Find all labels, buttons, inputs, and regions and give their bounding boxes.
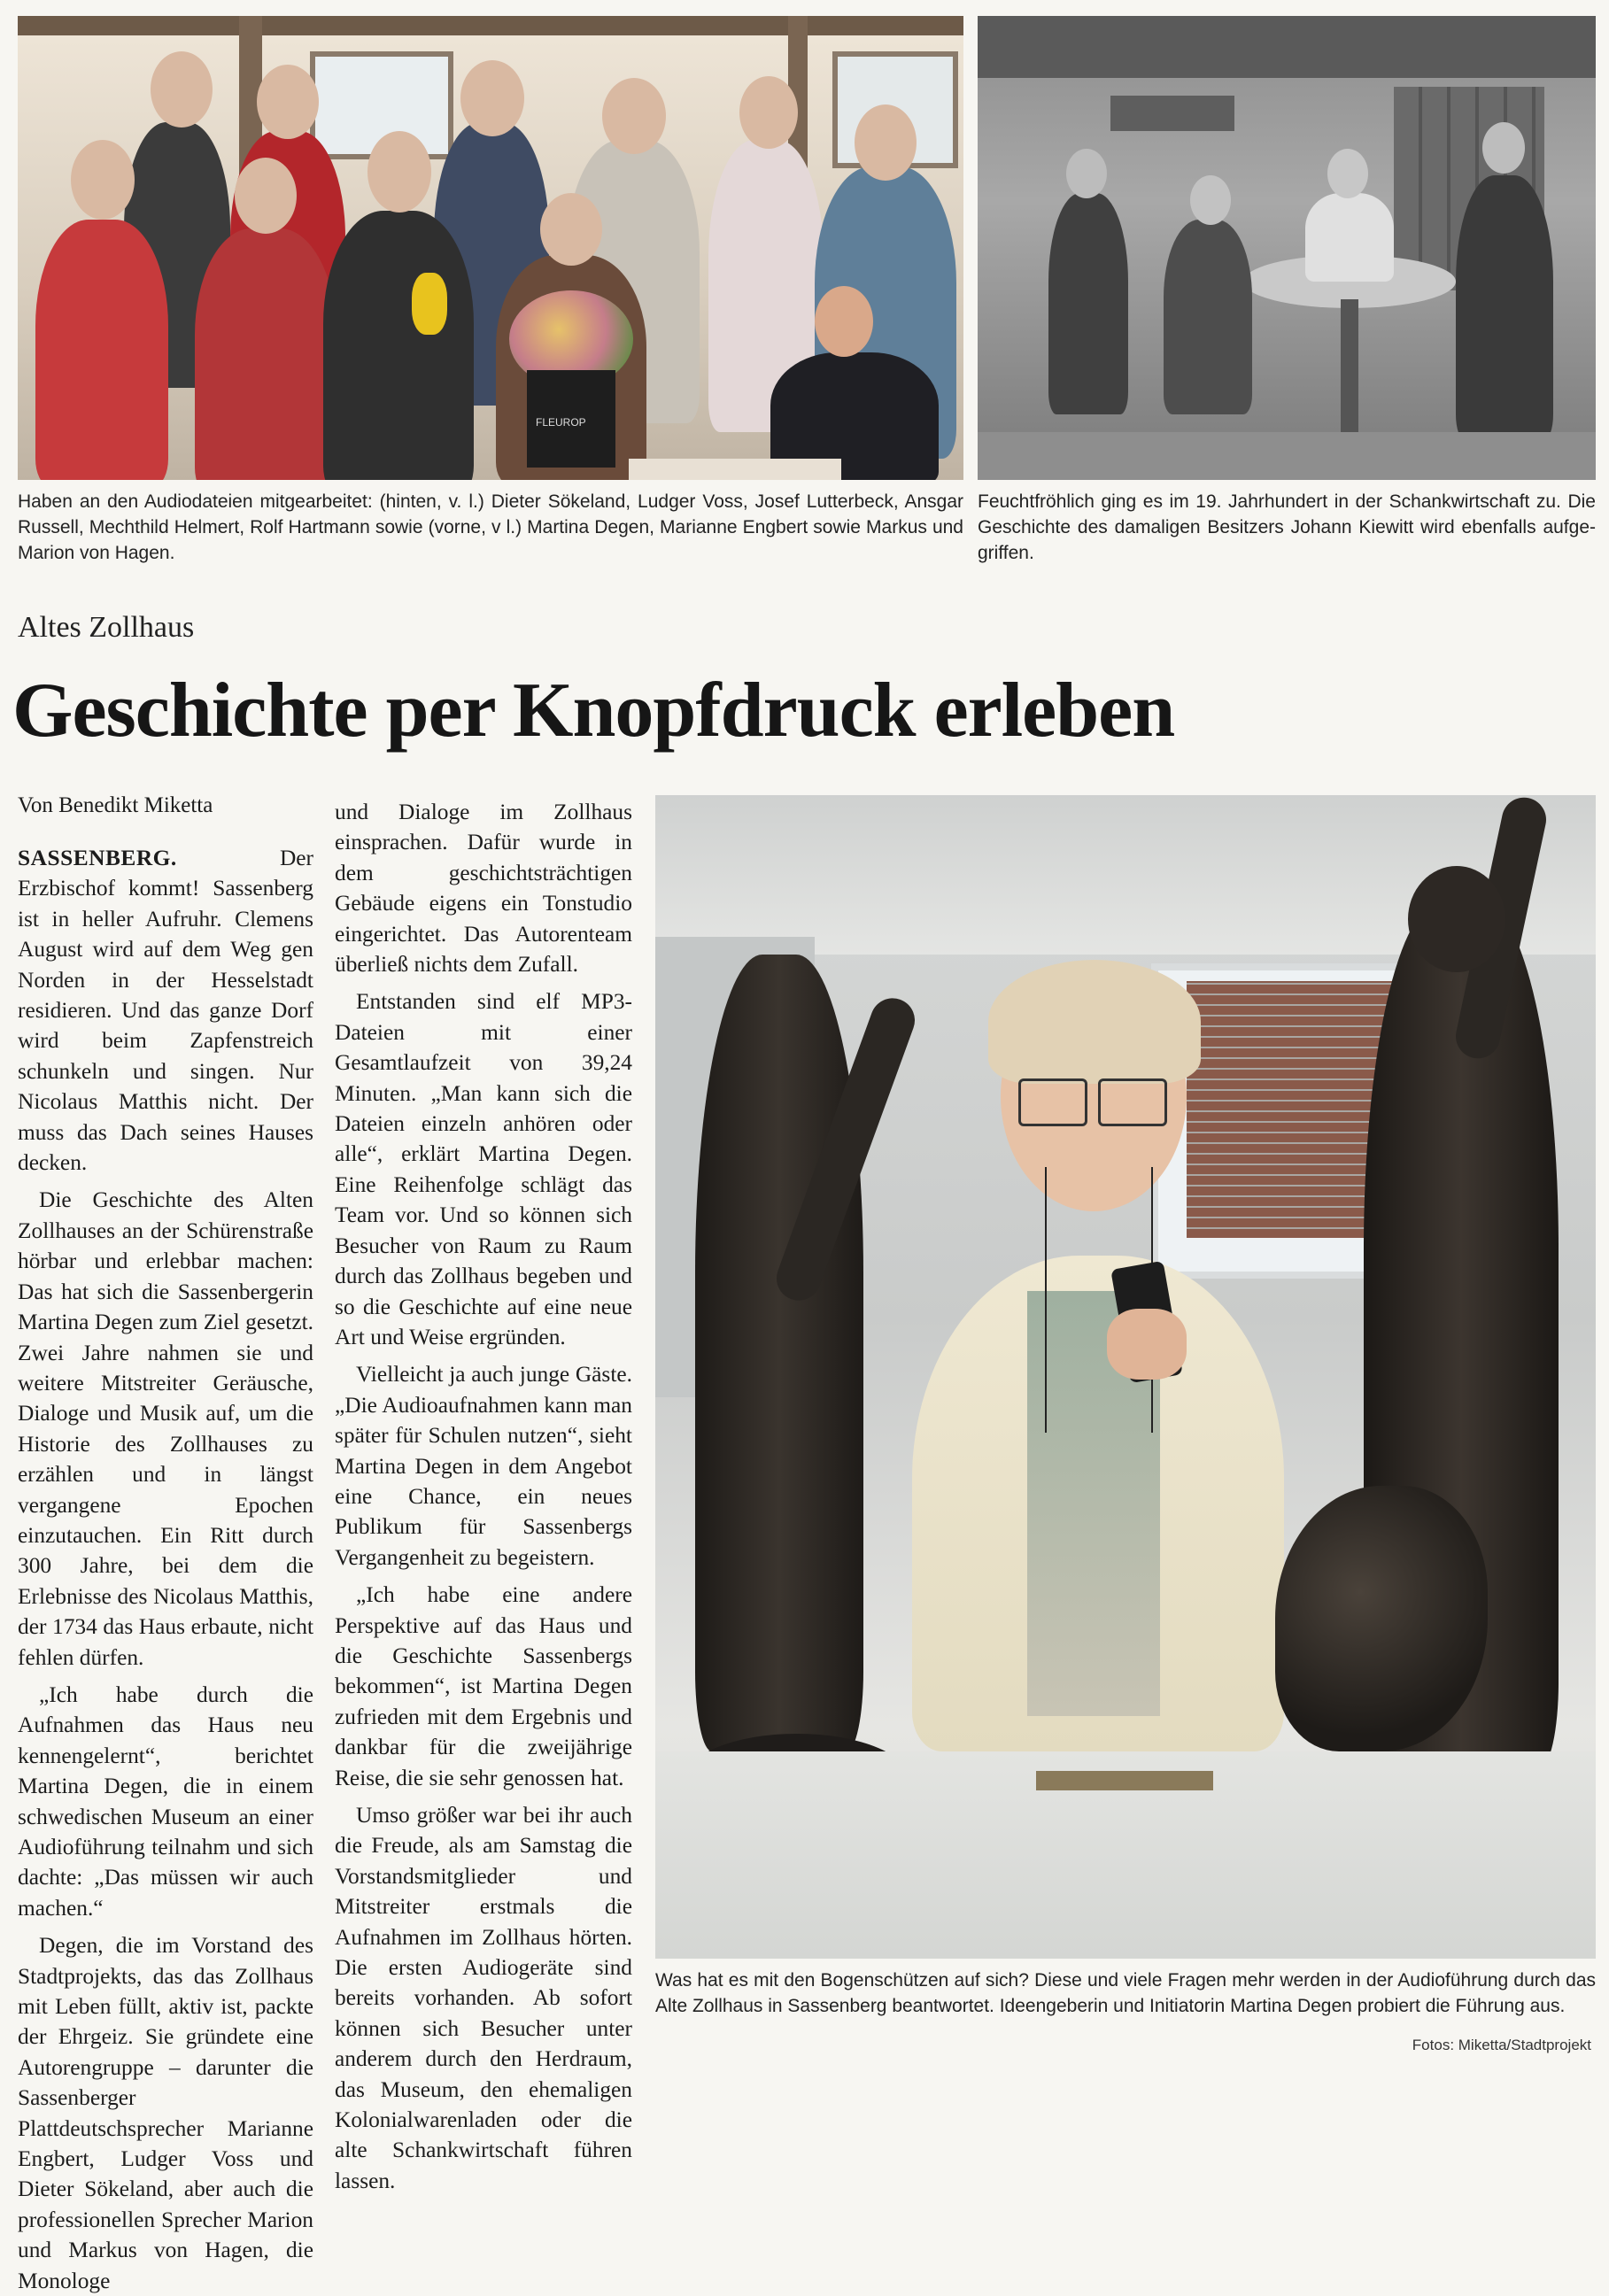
- person-head: [151, 51, 213, 128]
- person-head: [460, 60, 524, 136]
- person: [323, 211, 474, 480]
- statue-eagle: [1275, 1486, 1488, 1751]
- figure-head: [1327, 149, 1368, 198]
- yellow-toy: [412, 273, 447, 335]
- woman-hair: [988, 960, 1201, 1084]
- person-head: [71, 140, 135, 220]
- flower-bag-logo: FLEUROP: [536, 416, 586, 429]
- figure: [1456, 175, 1553, 441]
- tavern-ceiling: [978, 16, 1596, 78]
- paragraph: Die Geschichte des Alten Zollhauses an der Schürenstraße hörbar und erlebbar machen: Das hat sich die Sassenbergerin Martina Degen zum Ziel gesetzt. Zwei Jahre nahmen sie und weitere Mitstreiter Geräusche, Dialoge und Musik auf, um die Historie des Zollhauses zu erzählen und in längst vergangene Epochen einzutauchen. Ein Ritt durch 300 Jahre, bei dem die Erlebnisse des Nicolaus Matthis, der 1734 das Haus erbaute, nicht fehlen dürfen.: [18, 1187, 313, 1670]
- paragraph: Entstanden sind elf MP3-Dateien mit einer Gesamtlaufzeit von 39,24 Minuten. „Man kann sich die Dateien einzeln anhören oder alle“, erklärt Martina Degen. Eine Reihenfolge schlägt das Team vor. Und so können sich Besucher von Raum zu Raum durch das Zollhaus begeben und so die Geschichte auf eine neue Art und Weise ergründen.: [335, 989, 632, 1349]
- paragraph: „Ich habe eine andere Perspektive auf das Haus und die Geschichte Sassenbergs bekommen“, ist Martina Degen zufrieden mit dem Ergebnis und dankbar für die zweijährige Reise, die sie sehr genossen hat.: [335, 1582, 632, 1790]
- figure: [1164, 220, 1252, 414]
- display-plaque: [1036, 1771, 1213, 1790]
- earphone-cable: [1045, 1167, 1047, 1433]
- byline: Von Benedikt Miketta: [18, 793, 213, 817]
- table: [629, 459, 841, 480]
- person-head: [739, 76, 798, 149]
- paragraph: „Ich habe durch die Aufnahmen das Haus neu kennengelernt“, berichtet Martina Degen, die in einem schwedischen Museum an einer Audioführung teilnahm und sich dachte: „Das müssen wir auch machen.“: [18, 1681, 313, 1921]
- timber-beam: [18, 16, 963, 35]
- dateline: SASSENBERG.: [18, 846, 177, 870]
- hand: [1107, 1309, 1187, 1380]
- figure: [1305, 193, 1394, 282]
- statue-right-head: [1408, 866, 1505, 972]
- kicker: Altes Zollhaus: [18, 611, 195, 644]
- paragraph-text: Der Erzbischof kommt! Sassenberg ist in heller Aufruhr. Clemens August wird auf dem Weg gen Norden in der Hesselstadt residieren. Und das ganze Dorf wird beim Zapfenstreich schunkeln und singen. Nur Nicolaus Matthis nicht. Der muss das Dach seines Hauses decken.: [18, 846, 313, 1176]
- article-column-2: [335, 797, 632, 2196]
- headline: Geschichte per Knopfdruck erleben: [12, 668, 1175, 754]
- person-head: [855, 104, 917, 181]
- person: [195, 228, 336, 480]
- group-photo-caption: Haben an den Audiodateien mitgearbeitet: (hinten, v. l.) Dieter Sökeland, Ludger Voss, Josef Lutterbeck, Ansgar Russell, Mechthild Helmert, Rolf Hartmann sowie (vorne, v l.) Martina Degen, Marianne Engbert sowie Markus und Marion von Hagen.: [18, 491, 963, 563]
- group-photo: [18, 16, 963, 480]
- paragraph: und Dialoge im Zollhaus einsprachen. Dafür wurde in dem geschichtsträchtigen Gebäude eigens ein Tonstudio eingerichtet. Das Autorenteam überließ nichts dem Zufall.: [335, 800, 632, 978]
- paragraph: Umso größer war bei ihr auch die Freude, als am Samstag die Vorstandsmitglieder und Mitstreiter erstmals die Aufnahmen im Zollhaus hörten. Die ersten Audiogeräte sind bereits vorhanden. Ab sofort können sich Besucher unter anderem durch den Herdraum, das Museum, den ehemaligen Kolonialwarenladen oder die alte Schankwirtschaft führen lassen.: [335, 1803, 632, 2193]
- person-head: [367, 131, 431, 213]
- article-column-1: [18, 843, 313, 2296]
- person-head: [815, 286, 873, 357]
- paragraph: Vielleicht ja auch junge Gäste. „Die Audioaufnahmen kann man später für Schulen nutzen“, sieht Martina Degen in dem Angebot eine Chance, ein neues Publikum für Sassenbergs Vergangenheit zu begeistern.: [335, 1362, 632, 1570]
- glasses: [1098, 1078, 1167, 1126]
- figure-head: [1482, 122, 1525, 174]
- wall-shelf: [1110, 96, 1234, 131]
- photo-credit: Fotos: Miketta/Stadtprojekt: [1412, 2037, 1591, 2053]
- person-head: [257, 65, 319, 139]
- glasses: [1018, 1078, 1087, 1126]
- paragraph: Degen, die im Vorstand des Stadtprojekts, das das Zollhaus mit Leben füllt, aktiv ist, packte der Ehrgeiz. Sie gründete eine Autorengruppe – darunter die Sassenberger Plattdeutschsprecher Marianne Engbert, Ludger Voss und Dieter Sökeland, aber auch die professionellen Sprecher Marion und Markus von Hagen, die Monologe: [18, 1933, 313, 2293]
- figure: [1048, 193, 1128, 414]
- statues-photo: [655, 795, 1596, 1959]
- statue-left: [695, 955, 863, 1751]
- person-head: [602, 78, 666, 154]
- statues-caption: Was hat es mit den Bogenschützen auf sich? Diese und viele Fragen mehr werden in der Audioführung durch das Alte Zollhaus in Sassenberg beantwortet. Ideengeberin und Initiatorin Martina Degen probiert die Führung aus.: [655, 1970, 1596, 2016]
- figure-head: [1190, 175, 1231, 225]
- tavern-caption: Feuchtfröhlich ging es im 19. Jahrhundert in der Schankwirtschaft zu. Die Geschichte des damaligen Besitzers Johann Kiewitt wird ebenfalls aufge-griffen.: [978, 491, 1596, 563]
- person-head: [540, 193, 602, 266]
- figure-head: [1066, 149, 1107, 198]
- tavern-illustration: [978, 16, 1596, 480]
- person: [35, 220, 168, 480]
- floor: [978, 432, 1596, 480]
- paragraph: [18, 843, 313, 1178]
- table-leg: [1341, 299, 1358, 432]
- person-head: [235, 158, 297, 234]
